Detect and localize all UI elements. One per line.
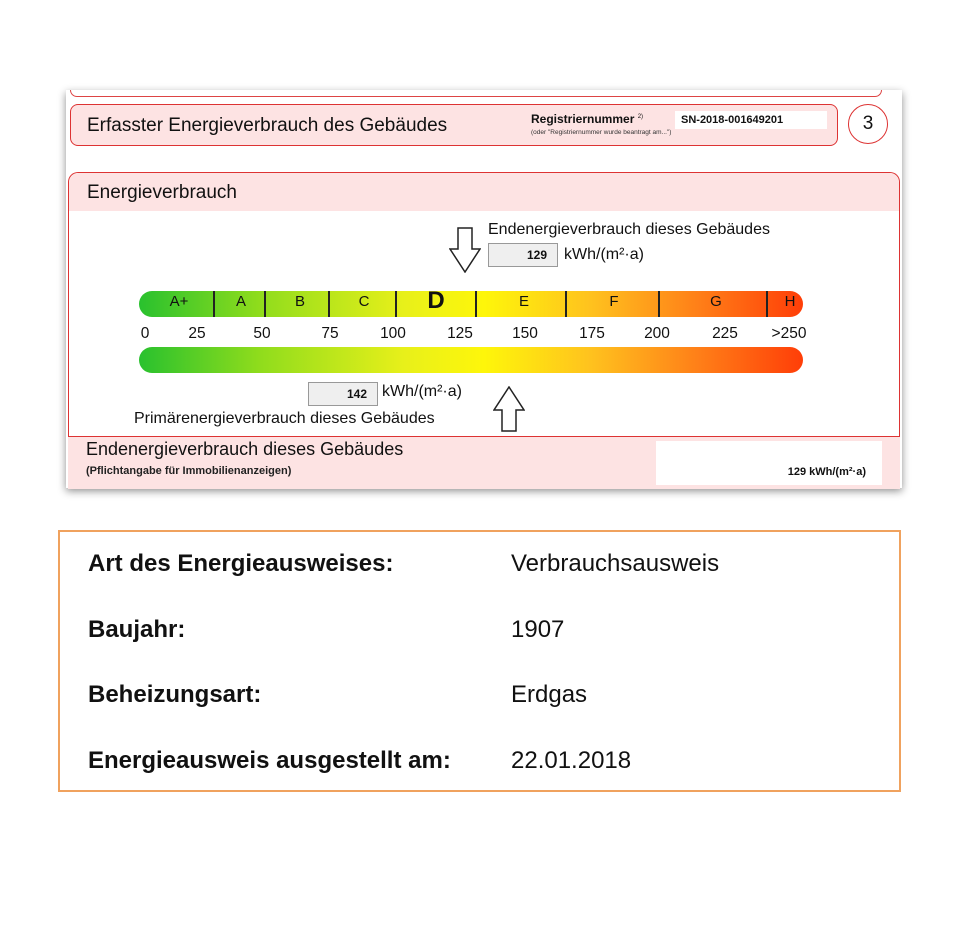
scale-class-e: E <box>518 293 530 310</box>
end-energy-unit: kWh/(m²·a) <box>564 246 644 263</box>
info-label: Energieausweis ausgestellt am: <box>88 747 451 774</box>
scale-separator <box>475 291 477 317</box>
info-row <box>88 550 868 580</box>
scale-tick-label: 225 <box>712 325 738 342</box>
registration-footnote: 2) <box>637 114 644 120</box>
scale-tick-label: 125 <box>447 325 473 342</box>
scale-tick-label: 75 <box>321 325 339 342</box>
scale-separator <box>766 291 768 317</box>
footer-value-box <box>656 441 882 485</box>
info-row <box>88 681 868 711</box>
footer-box <box>68 436 900 489</box>
energy-certificate <box>66 90 902 488</box>
scale-tick-label: >250 <box>771 325 807 342</box>
info-value: 22.01.2018 <box>511 747 632 774</box>
info-label: Art des Energieausweises: <box>88 550 394 577</box>
down-arrow-icon <box>449 227 481 273</box>
scale-tick-label: 175 <box>579 325 605 342</box>
scale-separator <box>395 291 397 317</box>
registration-label: Registriernummer $^{2)}$ <box>531 112 644 126</box>
scale-tick-label: 0 <box>140 325 150 342</box>
scale-tick-label: 100 <box>380 325 406 342</box>
info-value: 1907 <box>511 616 565 643</box>
scale-separator <box>264 291 266 317</box>
info-box <box>58 530 901 792</box>
primary-energy-value: 142 <box>308 382 378 406</box>
scale-class-h: H <box>784 293 796 310</box>
info-row <box>88 616 868 646</box>
scale-class-c: C <box>358 293 370 310</box>
section-header <box>69 173 899 211</box>
header-title: Erfasster Energieverbrauch des Gebäudes <box>87 115 448 136</box>
scale-class-g: G <box>710 293 722 310</box>
scale-separator <box>658 291 660 317</box>
page-number: 3 <box>848 104 888 144</box>
scale-class-b: B <box>294 293 306 310</box>
scale-class-aplus: A+ <box>169 293 189 310</box>
scale-tick-label: 150 <box>512 325 538 342</box>
efficiency-scale-bottom <box>139 347 803 373</box>
info-value: Verbrauchsausweis <box>511 550 720 577</box>
scale-tick-label: 200 <box>644 325 670 342</box>
certificate-header <box>70 104 838 146</box>
info-value: Erdgas <box>511 681 588 708</box>
scale-separator <box>213 291 215 317</box>
scale-class-f: F <box>609 293 619 310</box>
scale-separator <box>328 291 330 317</box>
scale-tick-label: 50 <box>253 325 271 342</box>
end-energy-value: 129 <box>488 243 558 267</box>
scale-class-d: D <box>427 287 445 314</box>
primary-energy-label: Primärenergieverbrauch dieses Gebäudes <box>134 410 435 427</box>
primary-energy-unit: kWh/(m²·a) <box>382 383 462 400</box>
info-row <box>88 747 868 777</box>
up-arrow-icon <box>493 386 525 432</box>
footer-value: 129 kWh/(m²·a) <box>787 466 866 478</box>
registration-note: (oder "Registriernummer wurde beantragt am...") <box>531 129 672 136</box>
info-label: Baujahr: <box>88 616 186 643</box>
top-rule <box>70 90 882 97</box>
registration-number: SN-2018-001649201 <box>675 111 827 129</box>
info-label: Beheizungsart: <box>88 681 262 708</box>
section-title: Energieverbrauch <box>87 182 237 203</box>
end-energy-label: Endenergieverbrauch dieses Gebäudes <box>488 221 770 238</box>
footer-subtitle: (Pflichtangabe für Immobilienanzeigen) <box>86 465 292 477</box>
scale-separator <box>565 291 567 317</box>
footer-title: Endenergieverbrauch dieses Gebäudes <box>86 439 404 459</box>
scale-tick-label: 25 <box>188 325 206 342</box>
scale-class-a: A <box>235 293 247 310</box>
